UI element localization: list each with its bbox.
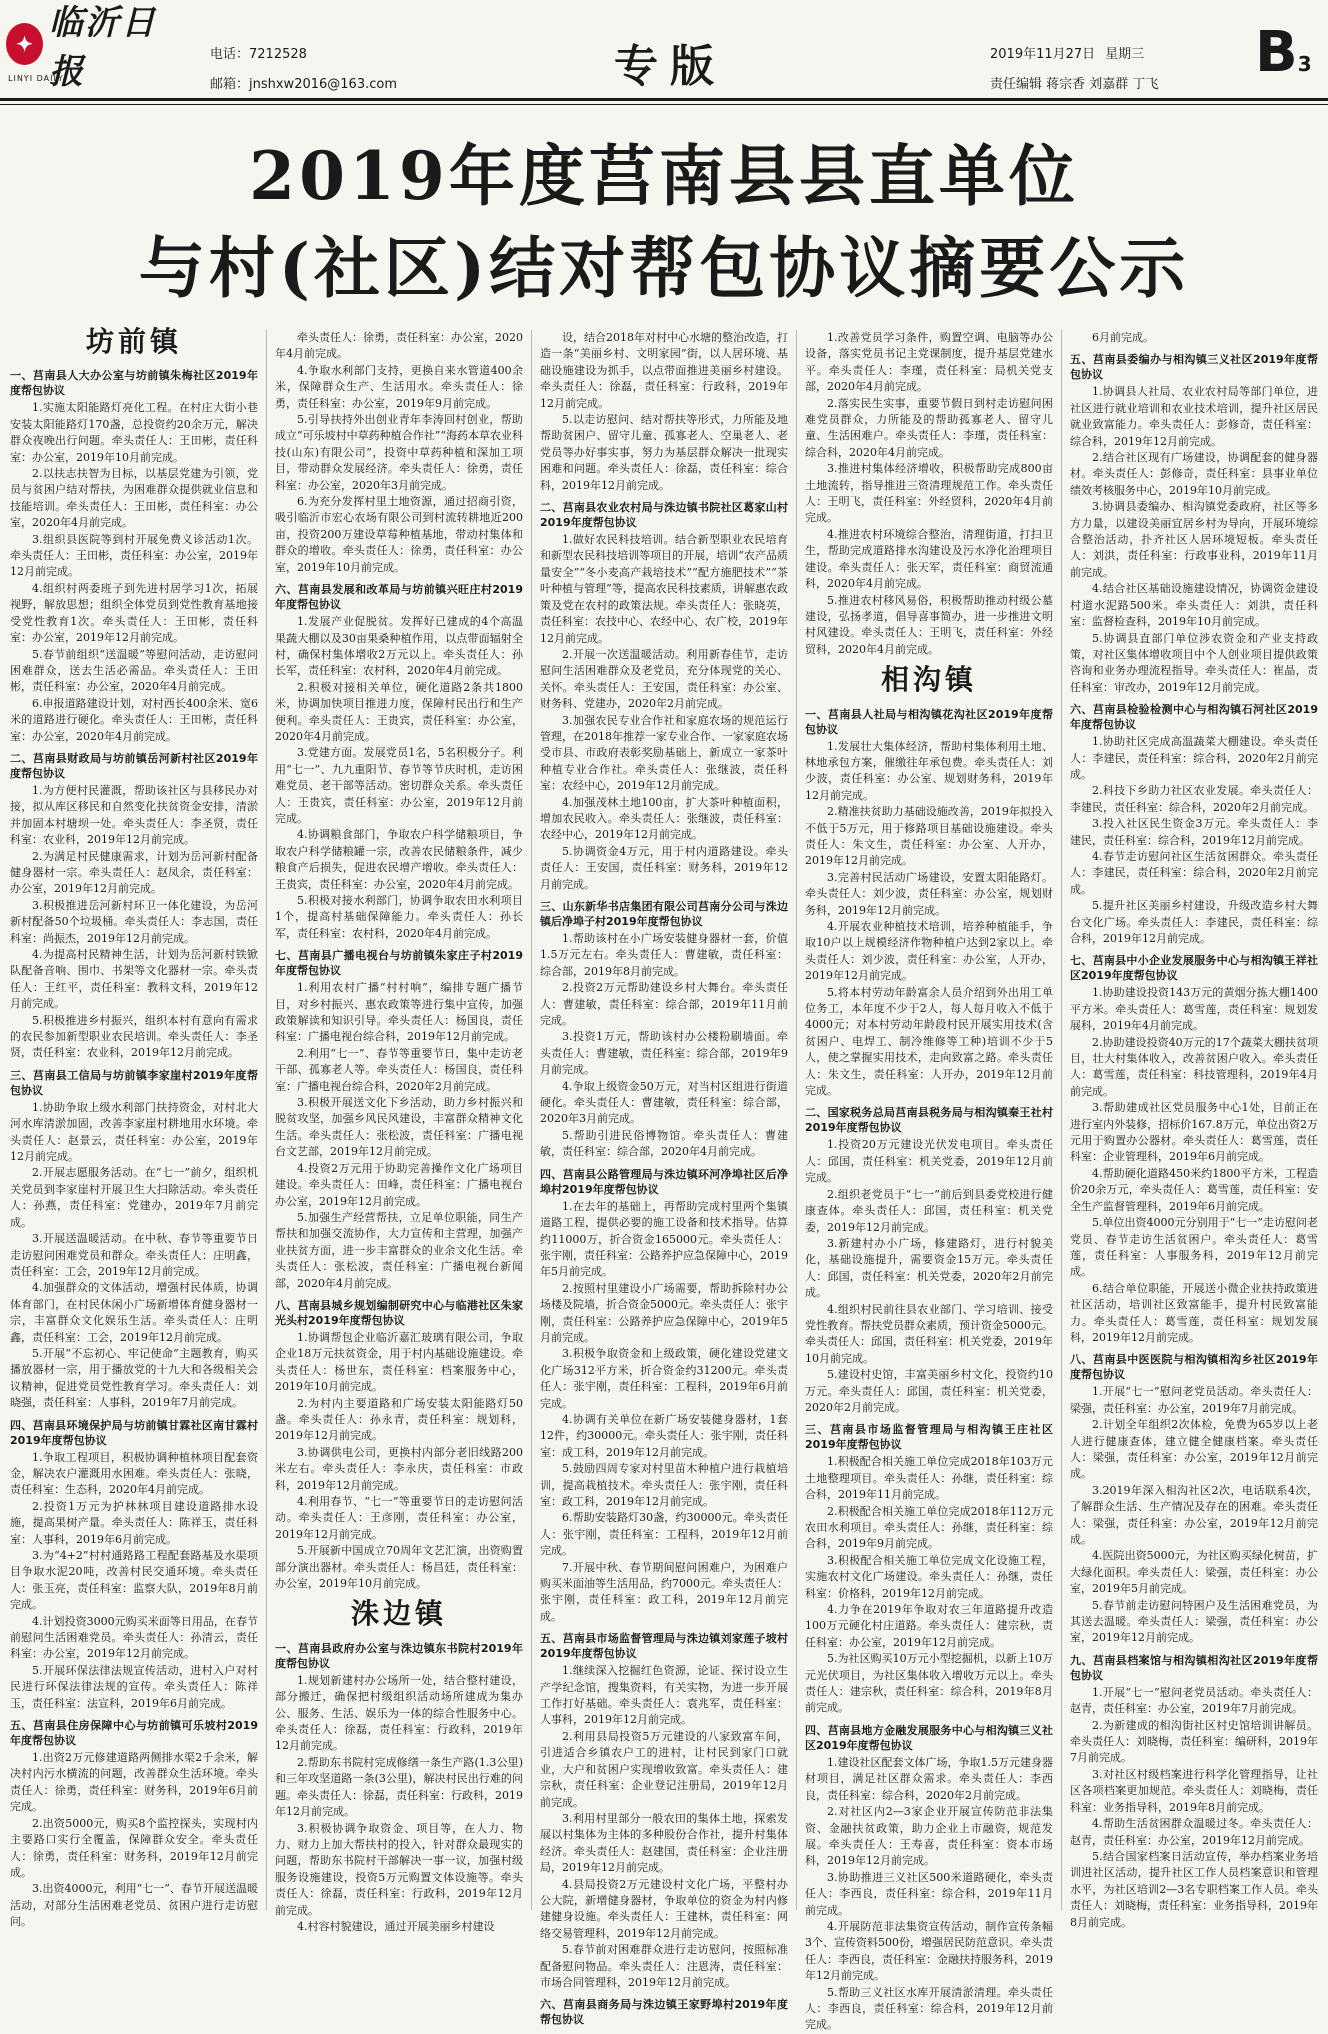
agreement-item: 5.春节前走访慰问特困户及生活困难党员，为其送去温暖。牵头责任人：梁强，责任科室：办公室，2019年12月前完成。 [1070, 1598, 1318, 1645]
agreement-item: 3.积极协调争取资金、项目等，在人力、物力、财力上加大帮扶村的投入，针对群众最现实的问题，帮助东书院村干部解决一事一议，加强村级服务设施建设，投资5万元购置文体设施等。牵头责任人：徐磊，责任科室：行政科，2019年12月前完成。 [275, 1821, 523, 1917]
agreement-item: 1.规划新建村办公场所一处，结合整村建设，部分搬迁，确保把村级组织活动场所建成为集办公、服务、生活、娱乐为一体的综合性服务中心。牵头责任人：徐磊，责任科室：行政科，2019年12月前完成。 [275, 1673, 523, 1753]
column-separator [796, 330, 797, 1910]
agreement-item: 5.建设村史馆，丰富美丽乡村文化，投资约10万元。牵头责任人：邱国，责任科室：机关党委，2020年2月前完成。 [805, 1368, 1053, 1414]
agreement-item: 2.为满足村民健康需求，计划为岳河新村配备健身器材一宗。牵头责任人：赵凤余，责任科室：办公室，2019年12月前完成。 [10, 849, 258, 896]
agreement-item: 2.投资2万元帮助建设乡村大舞台。牵头责任人：曹建敏，责任科室：综合部，2019年11月前完成。 [540, 981, 788, 1028]
agreement-item: 1.做好农民科技培训。结合新型职业农民培育和新型农民科技培训等项目的开展，培训“农产品质量安全”“冬小麦高产栽培技术”“配方施肥技术”“茶叶种植与管理”等，提高农民科技素质，讲解惠农政策及党在农村的政策法规。牵头责任人：张晓英，责任科室：农技中心、农经中心、农广校，2019年12月前完成。 [540, 533, 788, 645]
agreement-item: 3.为“4+2”村村通路路工程配套路基及水渠项目争取水泥20吨，改善村民交通环境。牵头责任人：张玉亮，责任科室：监察大队，2019年8月前完成。 [10, 1549, 258, 1612]
header-rule [0, 98, 1328, 101]
agreement-heading: 二、国家税务总局莒南县税务局与相沟镇秦王社村2019年度帮包协议 [805, 1106, 1053, 1135]
agreement-item: 3.推进村集体经济增收，积极帮助完成800亩土地流转，指导推进三资清理规范工作。牵头责任人：王明飞，责任科室：外经贸科，2020年4月前完成。 [805, 462, 1053, 525]
column-1 [10, 325, 258, 1929]
agreement-item: 4.推进农村环境综合整治，清理街道，打扫卫生，帮助完成道路排水沟建设及污水净化治理项目建设。牵头责任人：张天军，责任科室：商贸流通科，2020年4月前完成。 [805, 527, 1053, 591]
agreement-item: 1.帮助该村在小广场安装健身器材一套，价值1.5万元左右。牵头责任人：曹建敏，责任科室：综合部，2019年8月前完成。 [540, 932, 788, 978]
agreement-item: 7.开展中秋、春节期间慰问困难户，为困难户购买米面油等生活用品，约7000元。牵头责任人：张宇刚，责任科室：政工科，2019年12月前完成。 [540, 1560, 788, 1623]
agreement-item: 2.协助建设投资40万元的17个蔬菜大棚扶贫项目，壮大村集体收入，改善贫困户收入。牵头责任人：葛雪莲，责任科室：科技管理科，2019年4月前完成。 [1070, 1035, 1318, 1098]
agreement-item: 3.投入社区民生资金3万元。牵头责任人：李建民，责任科室：综合科，2019年12月前完成。 [1070, 817, 1318, 847]
email: 邮箱：jnshxw2016@163.com [210, 77, 397, 92]
agreement-item: 5.开展新中国成立70周年文艺汇演，出资购置部分演出器材。牵头责任人：杨昌廷，责任科室：办公室，2019年10月前完成。 [275, 1544, 523, 1591]
column-2 [275, 330, 523, 1933]
agreement-item: 5.帮助引进民俗博物馆。牵头责任人：曹建敏，责任科室：综合部，2020年4月前完成。 [540, 1128, 788, 1159]
logo-subtitle: LINYI DAILY [8, 74, 64, 83]
agreement-heading: 八、莒南县城乡规划编制研究中心与临港社区朱家光头村2019年度帮包协议 [275, 1298, 523, 1327]
agreement-item: 4.组织村两委班子到先进村居学习1次，拓展视野，解放思想；组织全体党员到党性教育基地接受党性教育1次。牵头责任人：王田彬，责任科室：办公室，2019年12月前完成。 [10, 581, 258, 645]
agreement-item: 2.以扶志扶智为目标，以基层党建为引领，党员与贫困户结对帮扶，为困难群众提供就业信息和技能培训。牵头责任人：王田彬，责任科室：办公室，2020年4月前完成。 [10, 467, 258, 530]
agreement-item: 4.争取水利部门支持，更换自来水管道400余米，保障群众生产、生活用水。牵头责任人：徐勇，责任科室：办公室，2019年9月前完成。 [275, 363, 523, 410]
agreement-item: 4.结合社区基础设施建设情况，协调资金建设村道水泥路500米。牵头责任人：刘洪，责任科室：监督检查科，2019年10月前完成。 [1070, 582, 1318, 629]
agreement-heading: 五、莒南县市场监督管理局与洙边镇刘家莲子坡村2019年度帮包协议 [540, 1632, 788, 1661]
agreement-item: 1.协助社区完成高温蔬菜大棚建设。牵头责任人：李建民，责任科室：综合科，2020年2月前完成。 [1070, 735, 1318, 781]
page-label [1255, 20, 1312, 85]
agreement-item: 2.组织老党员于“七一”前后到县委党校进行健康查体。牵头责任人：邱国，责任科室：机关党委，2019年12月前完成。 [805, 1187, 1053, 1234]
agreement-item: 3.完善村民活动广场建设，安置太阳能路灯。牵头责任人：刘少波，责任科室：办公室，规划财务科，2019年12月前完成。 [805, 870, 1053, 917]
agreement-item: 4.村容村貌建设，通过开展美丽乡村建设 [297, 1919, 495, 1933]
agreement-item: 1.出资2万元修建道路两侧排水渠2千余米，解决村内污水横流的问题，改善群众生活环境。牵头责任人：徐勇，责任科室：财务科，2019年6月前完成。 [10, 1751, 258, 1814]
agreement-item: 2.科技下乡助力社区农业发展。牵头责任人：李建民，责任科室：综合科，2020年2月前完成。 [1070, 784, 1318, 814]
agreement-item: 1.继续深入挖掘红色资源，论证、探讨设立生产学纪念馆，搜集资料，有关实物，为进一步开展工作打好基础。牵头责任人：袁兆军，责任科室：人事科，2019年12月前完成。 [540, 1664, 788, 1727]
agreement-item: 2.对社区内2—3家企业开展宣传防范非法集资、金融扶贫政策，助力企业上市融资，规范发展。牵头责任人：王寿喜，责任科室：资本市场科，2019年12月前完成。 [805, 1805, 1053, 1868]
agreement-item: 6.帮助安装路灯30盏，约30000元。牵头责任人：张宇刚，责任科室：工程科，2019年12月前完成。 [540, 1511, 788, 1558]
agreement-item: 5.积极推进乡村振兴，组织本村有意向有需求的农民参加新型职业农民培训。牵头责任人：李圣贤，责任科室：农业科，2019年12月前完成。 [10, 1013, 258, 1060]
agreement-item: 3.利用村里部分一般农田的集体土地，探索发展以村集体为主体的多种股份合作社，提升村集体经济。牵头责任人：赵建国，责任科室：企业注册局，2019年12月前完成。 [540, 1811, 788, 1875]
weekday: 星期三 [1105, 47, 1145, 62]
agreement-item: 2.开展志愿服务活动。在“七一”前夕，组织机关党员到李家崖村开展卫生大扫除活动。牵头责任人：孙燕，责任科室：党建办，2019年7月前完成。 [10, 1166, 258, 1229]
agreement-item: 1.开展“七一”慰问老党员活动。牵头责任人：梁强，责任科室：办公室，2019年7月前完成。 [1070, 1385, 1318, 1415]
agreement-heading: 七、莒南县中小企业发展服务中心与相沟镇王祥社区2019年度帮包协议 [1070, 954, 1318, 983]
agreement-item: 4.投资2万元用于协助完善操作文化广场项目建设。牵头责任人：田峰，责任科室：广播电视台办公室，2019年12月前完成。 [275, 1161, 523, 1208]
agreement-item: 2.积极对接相关单位，硬化道路2条共1800米，协调加快项目推进力度，保障村民出行和生产便利。牵头责任人：王贵宾，责任科室：办公室，2020年4月前完成。 [275, 680, 523, 743]
agreement-heading: 九、莒南县档案馆与相沟镇相沟社区2019年度帮包协议 [1070, 1653, 1318, 1682]
agreement-item: 5.积极对接水利部门，协调争取农田水利项目1个，提高村基础保障能力。牵头责任人：孙长军，责任科室：农村科，2020年4月前完成。 [275, 894, 523, 940]
agreement-item: 1.实施太阳能路灯亮化工程。在村庄大街小巷安装太阳能路灯170盏，总投资约20余万元，解决群众夜晚出行问题。牵头责任人：王田彬，责任科室：办公室，2019年10月前完成。 [10, 401, 258, 464]
agreement-item: 5.帮助三义社区水库开展清淤清理。牵头责任人：李西良，责任科室：综合科，2019年12月前完成。 [805, 1985, 1053, 2032]
agreement-item: 3.对社区村级档案进行科学化管理指导，让社区各项档案更加规范。牵头责任人：刘晓梅，责任科室：业务指导科，2019年8月前完成。 [1070, 1767, 1318, 1814]
town-heading: 洙边镇 [350, 1597, 447, 1631]
agreement-item: 3.加强农民专业合作社和家庭农场的规范运行管理，在2018年推荐一家专业合作、一家家庭农场受市县、市政府表彰奖励基础上，新成立一家茶叶种植专业合作社。牵头责任人：张继波，责任科室：农经中心，2019年12月前完成。 [540, 713, 788, 793]
logo-text: 临沂日报 [49, 3, 158, 92]
agreement-heading: 三、莒南县市场监督管理局与相沟镇王庄社区2019年度帮包协议 [805, 1423, 1053, 1452]
agreement-item: 5.提升社区美丽乡村建设，升级改造乡村大舞台文化广场。牵头责任人：李建民，责任科室：综合科，2019年12月前完成。 [1070, 899, 1318, 945]
agreement-item: 1.协调帮包企业临沂嘉汇玻璃有限公司，争取企业18万元扶贫资金，用于村内基础设施建设。牵头责任人：杨世东，责任科室：档案服务中心，2019年10月前完成。 [275, 1330, 523, 1394]
agreement-item: 4.力争在2019年争取对农三年道路提升改造100万元硬化村庄道路。牵头责任人：建宗秋，责任科室：办公室，2019年12月前完成。 [805, 1603, 1053, 1649]
agreement-item: 1.利用农村广播“村村响”，编排专题广播节目，对乡村振兴、惠农政策等进行集中宣传，加强政策解读和知识引导。牵头责任人：杨国良，责任科室：广播电视台综合科，2019年12月前完成。 [275, 981, 523, 1044]
agreement-item: 4.加强茂林土地100亩，扩大茶叶种植面积，增加农民收入。牵头责任人：张继波，责任科室：农经中心，2019年12月前完成。 [540, 795, 788, 842]
agreement-item: 3.投资1万元，帮助该村办公楼粉刷墙面。牵头责任人：曹建敏，责任科室：综合部，2019年9月前完成。 [540, 1030, 788, 1077]
agreement-item: 2.为村内主要道路和广场安装太阳能路灯50盏。牵头责任人：孙永青，责任科室：规划科，2019年12月前完成。 [275, 1396, 523, 1443]
agreement-item: 4.计划投资3000元购买米面等日用品，在春节前慰问生活困难党员。牵头责任人：孙清云，责任科室：办公室，2019年12月前完成。 [10, 1614, 258, 1661]
column-3 [540, 330, 788, 2027]
contact-info [210, 40, 397, 100]
agreement-heading: 一、莒南县人大办公室与坊前镇朱梅社区2019年度帮包协议 [10, 369, 258, 398]
header-rule-thin [0, 104, 1328, 105]
agreement-heading: 六、莒南县商务局与洙边镇王家野埠村2019年度帮包协议 [540, 1998, 788, 2027]
agreement-item: 1.积极配合相关施工单位完成2018年103万元土地整理项目。牵头责任人：孙继，责任科室：综合科，2019年11月前完成。 [805, 1455, 1053, 1502]
town-heading: 相沟镇 [880, 663, 977, 697]
agreement-item: 4.组织村民前往县农业部门、学习培训、接受党性教育。帮扶党员群众素质，预计资金5000元。牵头责任人：邱国，责任科室：机关党委，2019年10月前完成。 [805, 1302, 1053, 1365]
agreement-item: 设，结合2018年对村中心水塘的整治改造，打造一条“美丽乡村、文明家园”街，以人居环境、基础设施建设为抓手，以点带面推进美丽乡村建设。牵头责任人：徐磊，责任科室：行政科，2019年12月前完成。 [540, 331, 788, 410]
agreement-item: 4.县局投资2万元建设村文化广场，平整村办公大院，新增健身器材，争取单位的资金为村内修建健身设施。牵头责任人：王建林，责任科室：网络交易管理科，2019年12月前完成。 [540, 1877, 788, 1940]
agreement-item: 4.加强群众的文体活动，增强村民体质，协调体育部门，在村民休闲小广场新增体育健身器材一宗，丰富群众文化娱乐生活。牵头责任人：庄明鑫，责任科室：工会，2019年12月前完成。 [10, 1281, 258, 1344]
agreement-heading: 六、莒南县检验检测中心与相沟镇石河社区2019年度帮包协议 [1070, 703, 1318, 732]
agreement-item: 4.利用春节、“七一”等重要节日的走访慰问活动。牵头责任人：王彦刚，责任科室：办公室，2019年12月前完成。 [275, 1495, 523, 1541]
agreement-item: 1.协助争取上级水利部门扶持资金，对村北大河水库清淤加固，改善李家崖村耕地用水环境。牵头责任人：赵景云，责任科室：办公室，2019年12月前完成。 [10, 1100, 258, 1164]
agreement-heading: 三、山东新华书店集团有限公司莒南分公司与洙边镇后净埠子村2019年度帮包协议 [540, 900, 788, 928]
issue-date: 2019年11月27日 [990, 47, 1096, 62]
column-separator [531, 330, 532, 1910]
agreement-item: 5.春节前对困难群众进行走访慰问，按照标准配备慰问物品。牵头责任人：注恩涛，责任科室：市场合同管理科，2019年12月前完成。 [540, 1943, 788, 1989]
agreement-item: 4.为提高村民精神生活，计划为岳河新村铁锨队配备音响、围巾、书架等文化器材一宗。牵头责任人：王红平，责任科室：教科文科，2019年12月前完成。 [10, 948, 258, 1011]
agreement-item: 5.开展环保法律法规宣传活动，进村入户对村民进行环保法律法规的宣传。牵头责任人：陈祥玉，责任科室：法宣科，2019年6月前完成。 [10, 1663, 258, 1710]
agreement-item: 1.改善党员学习条件，购置空调、电脑等办公设备，落实党员书记主党课制度，提升基层党建水平。牵头责任人：李瑾，责任科室：局机关党支部，2020年4月前完成。 [805, 331, 1053, 394]
agreement-item: 1.为方便村民灌溉，帮助该社区与县移民办对接，拟从库区移民和自然变化扶贫资金安排，清淤并加固本村塘坝一处。牵头责任人：李圣贤，责任科室：农业科，2019年12月前完成。 [10, 783, 258, 847]
agreement-item: 5.以走访慰问、结对帮扶等形式，力所能及地帮助贫困户、留守儿童、孤寡老人、空巢老人、老党员等办好事实事，努力为基层群众解决一批现实困难和问题。牵头责任人：徐磊，责任科室：综合科，2019年12月前完成。 [540, 413, 788, 492]
agreement-item: 3.积极推进岳河新村环卫一体化建设，为岳河新村配备50个垃圾桶。牵头责任人：李志国，责任科室：尚振杰，2019年12月前完成。 [10, 898, 258, 945]
agreement-item: 4.帮助生活贫困群众温暖过冬。牵头责任人：赵青，责任科室：办公室，2019年12月前完成。 [1070, 1817, 1318, 1847]
agreement-item: 5.单位出资4000元分别用于“七一”走访慰问老党员、春节走访生活贫困户。牵头责任人：葛雪莲，责任科室：人事服务科，2019年12月前完成。 [1070, 1216, 1318, 1279]
article-columns [10, 325, 1320, 2032]
agreement-item: 3.开展送温暖活动。在中秋、春节等重要节日走访慰问困难党员和群众。牵头责任人：庄明鑫，责任科室：工会，2019年12月前完成。 [10, 1232, 258, 1278]
agreement-item: 5.结合国家档案日活动宣传，举办档案业务培训进社区活动，提升社区工作人员档案意识和管理水平，为社区培训2—3名专职档案工作人员。牵头责任人：刘晓梅，责任科室：业务指导科，2019年8月前完成。 [1070, 1849, 1318, 1929]
agreement-item: 4.争取上级资金50万元，对当村区组进行街道硬化。牵头责任人：曹建敏，责任科室：综合部，2020年3月前完成。 [540, 1079, 788, 1126]
agreement-item: 2.为新建成的相沟街社区村史馆培训讲解员。牵头责任人：刘晓梅，责任科室：编研科，2019年7月前完成。 [1070, 1718, 1318, 1765]
column-4 [805, 330, 1053, 2032]
agreement-item: 1.协调县人社局、农业农村局等部门单位，进社区进行就业培训和农业技术培训，提升社区居民就业致富能力。牵头责任人：彭修奇，责任科室：综合科，2019年12月前完成。 [1070, 385, 1318, 448]
agreement-item: 5.加强生产经营帮扶，立足单位职能，同生产帮扶和加强交流协作，大力宣传和主营理，加强产业扶贫方面，进一步丰富群众的业余文化生活。牵头责任人：张松波，责任科室：广播电视台新闻部，2020年4月前完成。 [275, 1210, 523, 1290]
agreement-item: 2.出资5000元，购买8个监控探头，实现村内主要路口实行全覆盖，保障群众安全。牵头责任人：徐勇，责任科室：财务科，2019年12月前完成。 [10, 1816, 258, 1879]
agreement-item: 1.开展“七一”慰问老党员活动。牵头责任人：赵青，责任科室：办公室，2019年7月前完成。 [1070, 1685, 1318, 1716]
editors: 责任编辑 蒋宗香 刘嘉群 丁飞 [990, 77, 1159, 92]
agreement-item: 3.协助推进三义社区500米道路硬化，牵头责任人：李西良，责任科室：综合科，2019年11月前完成。 [805, 1870, 1053, 1917]
logo-emblem-icon: ✦ [6, 23, 43, 65]
agreement-heading: 五、莒南县委编办与相沟镇三义社区2019年度帮包协议 [1070, 353, 1318, 382]
agreement-item: 2.利用县局投资5万元建设的八家致富车间，引进适合乡镇农户工的进村，让村民到家门口就业，大户和贫困户实现增收致富。牵头责任人：建宗秋，责任科室：企业登记注册局，2019年12月前完成。 [540, 1729, 788, 1809]
column-separator [1061, 330, 1062, 1910]
agreement-item: 3.组织县医院等到村开展免费义诊活动1次。牵头责任人：王田彬，责任科室：办公室，2019年12月前完成。 [10, 532, 258, 579]
agreement-item: 5.引导扶持外出创业青年李涛回村创业，帮助成立“可乐坡村中草药种植合作社”“海药本草农业科技(山东)有限公司”，投资中草药种植和深加工项目，带动群众发展经济。牵头责任人：徐勇，责任科室：办公室，2020年3月前完成。 [275, 413, 523, 492]
agreement-item: 4.开展农业种植技术培训，培养种植能手，争取10户以上规模经济作物种植户达到2家以上。牵头责任人：刘少波，责任科室：办公室，人开办，2019年12月前完成。 [805, 920, 1053, 983]
masthead [0, 0, 1328, 100]
agreement-item: 3.帮助建成社区党员服务中心1处，目前正在进行室内外装修，招标价167.8万元，单位出资2万元用于购置办公器材。牵头责任人：葛雪莲，责任科室：企业管理科，2019年6月前完成。 [1070, 1101, 1318, 1164]
date-info [990, 40, 1158, 100]
agreement-item: 2.帮助东书院村完成修缮一条生产路(1.3公里)和三年攻坚道路一条(3公里)，解决村民出行难的问题。牵头责任人：徐磊，责任科室：行政科，2019年12月前完成。 [275, 1755, 523, 1819]
main-headline [0, 130, 1328, 314]
agreement-item: 5.开展“不忘初心、牢记使命”主题教育，购买播放器材一宗，用于播放党的十九大和各级相关会议精神，促进党员党性教育学习。牵头责任人：刘晓强，责任科室：人事科，2019年7月前完成。 [10, 1346, 258, 1410]
agreement-heading: 四、莒南县公路管理局与洙边镇环河净埠社区后净埠村2019年度帮包协议 [540, 1167, 788, 1196]
section-title: 专版 [614, 41, 726, 92]
agreement-item: 3.积极开展送文化下乡活动，助力乡村振兴和脱贫攻坚，加强乡风民风建设，丰富群众精神文化生活。牵头责任人：张松波，责任科室：广播电视台文艺部，2019年12月前完成。 [275, 1096, 523, 1159]
agreement-heading: 四、莒南县环境保护局与坊前镇甘霖社区南甘霖村2019年度帮包协议 [10, 1418, 258, 1447]
agreement-item: 1.发展壮大集体经济，帮助村集体利用土地、林地承包方案，催缴往年承包费。牵头责任人：刘少波，责任科室：办公室、规划财务科，2019年12月前完成。 [805, 739, 1053, 802]
agreement-item: 2.结合社区现有广场建设，协调配套的健身器材。牵头责任人：彭修奇，责任科室：县事业单位绩效考核服务中心，2019年10月前完成。 [1070, 451, 1318, 497]
agreement-item: 1.在去年的基础上，再帮助完成村里两个集镇道路工程，提供必要的施工设备和技术指导。估算约11000万，折合资金165000元。牵头责任人：张宇刚，责任科室：公路养护应急保障中心，2019年5月前完成。 [540, 1199, 788, 1279]
agreement-item: 1.建设社区配套文体广场，争取1.5万元建身器材项目，满足社区群众需求。牵头责任人：李西良，责任科室：综合科，2020年2月前完成。 [805, 1755, 1053, 1802]
agreement-item: 4.协调有关单位在新广场安装健身器材，1套12件，约30000元。牵头责任人：张宇刚，责任科室：成工科，2019年12月前完成。 [540, 1412, 788, 1459]
agreement-item: 2.计划全年组织2次体检，免费为65岁以上老人进行健康查体，建立健全健康档案。牵头责任人：梁强，责任科室：办公室，2019年12月前完成。 [1070, 1418, 1318, 1481]
agreement-item: 5.鼓励四周专家对村里苗木种植户进行栽植培训，提高栽植技术。牵头责任人：张宇刚，责任科室：政工科，2019年12月前完成。 [540, 1462, 788, 1508]
agreement-item: 2.开展一次送温暖活动。利用新春佳节，走访慰问生活困难群众及老党员，充分体现党的关心、关怀。牵头责任人：王安国，责任科室：办公室、财务科、党建办，2020年2月前完成。 [540, 647, 788, 711]
agreement-item: 4.开展防范非法集资宣传活动，制作宣传条幅3个、宣传资料500份，增强居民防范意识。牵头责任人：李西良，责任科室：金融扶持服务科，2019年12月前完成。 [805, 1919, 1053, 1983]
agreement-heading: 五、莒南县住房保障中心与坊前镇可乐坡村2019年度帮包协议 [10, 1719, 258, 1748]
agreement-item: 1.协助建设投资143万元的黄烟分拣大棚1400平方米。牵头责任人：葛雪莲，责任科室：规划发展科，2019年4月前完成。 [1070, 986, 1318, 1033]
agreement-item: 6.结合单位职能，开展送小微企业扶持政策进社区活动，培训社区致富能手，提升村民致富能力。牵头责任人：葛雪莲，责任科室：规划发展科，2019年12月前完成。 [1070, 1281, 1318, 1344]
agreement-heading: 一、莒南县政府办公室与洙边镇东书院村2019年度帮包协议 [275, 1641, 523, 1670]
agreement-item: 2.积极配合相关施工单位完成2018年112万元农田水利项目。牵头责任人：孙继，责任科室：综合科，2019年9月前完成。 [805, 1504, 1053, 1551]
agreement-item: 6月前完成。 [1092, 331, 1154, 344]
agreement-heading: 六、莒南县发展和改革局与坊前镇兴旺庄村2019年度帮包协议 [275, 583, 523, 612]
agreement-item: 4.医院出资5000元，为社区购买绿化树苗，扩大绿化面积。牵头责任人：梁强，责任科室：办公室，2019年5月前完成。 [1070, 1549, 1318, 1596]
agreement-item: 2.精准扶贫助力基础设施改善，2019年拟投入不低于5万元，用于修路项目基础设施建设。牵头责任人：朱文生，责任科室：办公室、人开办，2019年12月前完成。 [805, 805, 1053, 868]
agreement-item: 5.春节前组织“送温暖”等慰问活动，走访慰问困难群众，送去生活必需品。牵头责任人：王田彬，责任科室：办公室，2020年4月前完成。 [10, 647, 258, 694]
agreement-item: 2.落实民生实事，重要节假日到村走访慰问困难党员群众，力所能及的帮助孤寡老人、留守儿童、生活困难户。牵头责任人：李瑾，责任科室：综合科，2020年4月前完成。 [805, 396, 1053, 459]
agreement-item: 2.利用“七一”、春节等重要节日，集中走访老干部、孤寡老人等。牵头责任人：杨国良，责任科室：广播电视台综合科，2020年2月前完成。 [275, 1046, 523, 1093]
agreement-item: 5.将本村劳动年龄富余人员介绍到外出用工单位务工，本年度不少于2人，每人每月收入不低于4000元；对本村劳动年龄段村民开展实用技术(含贫困户、电焊工、制冷维修等工种)培训不少于5人，使之掌握实用技术，走向致富之路。牵头责任人：朱文生，责任科室：人开办，2019年12月前完成。 [805, 985, 1053, 1098]
agreement-item: 3.2019年深入相沟社区2次，电话联系4次，了解群众生活、生产情况及存在的困难。牵头责任人：梁强，责任科室：办公室，2019年12月前完成。 [1070, 1483, 1318, 1546]
agreement-item: 3.出资4000元，利用“七一”、春节开展送温暖活动，对部分生活困难老党员、贫困户进行走访慰问。 [10, 1882, 258, 1929]
agreement-heading: 七、莒南县广播电视台与坊前镇朱家庄子村2019年度帮包协议 [275, 949, 523, 978]
agreement-item: 5.协调县直部门单位涉农资金和产业支持政策，对社区集体增收项目中个人创业项目提供政策咨询和业务办理流程指导。牵头责任人：崔晶，责任科室：审改办，2019年12月前完成。 [1070, 631, 1318, 694]
agreement-heading: 一、莒南县人社局与相沟镇花沟社区2019年度帮包协议 [805, 707, 1053, 736]
agreement-heading: 八、莒南县中医医院与相沟镇相沟乡社区2019年度帮包协议 [1070, 1353, 1318, 1382]
agreement-item: 2.投资1万元为护林林项目建设道路排水设施，提高果树产量。牵头责任人：陈祥玉，责任科室：人事科，2019年6月前完成。 [10, 1499, 258, 1546]
column-5 [1070, 330, 1318, 1929]
agreement-item: 3.协调供电公司，更换村内部分老旧线路200米左右。牵头责任人：李永庆，责任科室：市政科，2019年12月前完成。 [275, 1445, 523, 1492]
agreement-item: 3.协调县委编办、相沟镇党委政府，社区等多方力量，以建设美丽宜居乡村为导向，开展环境综合整治活动，扑齐社区人居环境短板。牵头责任人：刘洪，责任科室：行政事业科，2019年11月前完成。 [1070, 500, 1318, 579]
agreement-heading: 四、莒南县地方金融发展服务中心与相沟镇三义社区2019年度帮包协议 [805, 1723, 1053, 1752]
agreement-item: 3.积极争取资金和上级政策，硬化建设党建文化广场312平方米，折合资金约31200元。牵头责任人：张宇刚，责任科室：工程科，2019年6月前完成。 [540, 1347, 788, 1410]
agreement-item: 3.新建村办小广场，修建路灯，进行村貌美化，基础设施提升，需要资金15万元。牵头责任人：邱国，责任科室：机关党委，2020年2月前完成。 [805, 1236, 1053, 1300]
column-separator [266, 330, 267, 1910]
agreement-item: 4.帮助硬化道路450米约1800平方米，工程造价20余万元，牵头责任人：葛雪莲，责任科室：安全生产监督管理科，2019年6月前完成。 [1070, 1166, 1318, 1213]
town-heading: 坊前镇 [85, 325, 182, 358]
agreement-item: 5.协调资金4万元，用于村内道路建设。牵头责任人：王安国，责任科室：财务科，2019年12月前完成。 [540, 844, 788, 891]
agreement-item: 3.积极配合相关施工单位完成文化设施工程，实施农村文化广场建设。牵头责任人：孙继，责任科室：价格科，2019年12月前完成。 [805, 1553, 1053, 1600]
agreement-item: 牵头责任人：徐勇，责任科室：办公室，2020年4月前完成。 [275, 331, 523, 361]
agreement-heading: 三、莒南县工信局与坊前镇李家崖村2019年度帮包协议 [10, 1068, 258, 1097]
page-number: 3 [1297, 52, 1312, 76]
agreement-item: 4.协调粮食部门，争取农户科学储粮项目，争取农户科学储粮罐一宗，改善农民储粮条件，减少粮食产后损失，促进农民增产增收。牵头责任人：王贵宾，责任科室：办公室，2020年4月前完成。 [275, 828, 523, 891]
agreement-heading: 二、莒南县财政局与坊前镇岳河新村社区2019年度帮包协议 [10, 751, 258, 780]
headline-line-2: 与村(社区)结对帮包协议摘要公示 [138, 229, 1190, 307]
agreement-item: 5.推进农村移风易俗，积极帮助推动村级公墓建设，弘扬孝道，倡导喜事简办，进一步推进文明村风建设。牵头责任人：王明飞，责任科室：外经贸科，2020年4月前完成。 [805, 593, 1053, 656]
headline-line-1: 2019年度莒南县县直单位 [249, 137, 1079, 215]
agreement-item: 1.投资20万元建设光伏发电项目。牵头责任人：邱国，责任科室：机关党委，2019年12月前完成。 [805, 1138, 1053, 1185]
agreement-heading: 二、莒南县农业农村局与洙边镇书院社区葛家山村2019年度帮包协议 [540, 501, 788, 530]
agreement-item: 2.按照村里建设小广场需要，帮助拆除村办公场楼及院墙，折合资金5000元。牵头责任人：张宇刚，责任科室：公路养护应急保障中心，2019年5月前完成。 [540, 1281, 788, 1344]
agreement-item: 1.争取工程项目，积极协调种植林项目配套资金，解决农户灌溉用水困难。牵头责任人：张晓，责任科室：生态科，2020年4月前完成。 [10, 1450, 258, 1497]
agreement-item: 6.为充分发挥村里土地资源，通过招商引资，吸引临沂市宏心农场有限公司到村流转耕地近200亩，投资200万建设草莓种植基地，带动村集体和群众的增收。牵头责任人：徐勇，责任科室：办公室，2019年10月前完成。 [275, 495, 523, 574]
page-letter: B [1255, 20, 1298, 85]
agreement-item: 1.发展产业促脱贫。发挥好已建成的4个高温果蔬大棚以及30亩果桑种植作用，以点带面辐射全村，确保村集体增收2万元以上。牵头责任人：孙长军，责任科室：农村科，2020年4月前完成。 [275, 615, 523, 678]
agreement-item: 5.为社区购买10万元小型挖掘机，以新上10万元光伏项目，为社区集体收入增收万元以上。牵头责任人：建宗秋，责任科室：综合科，2019年8月前完成。 [805, 1652, 1053, 1715]
agreement-item: 4.春节走访慰问社区生活贫困群众。牵头责任人：李建民，责任科室：综合科，2020年2月前完成。 [1070, 849, 1318, 896]
agreement-item: 6.申报道路建设计划，对村西长400余米、宽6米的道路进行硬化。牵头责任人：王田彬，责任科室：办公室，2020年4月前完成。 [10, 696, 258, 743]
phone: 电话：7212528 [210, 47, 307, 62]
agreement-item: 3.党建方面。发展党员1名，5名积极分子。利用“七一”、九九重阳节、春节等节庆时机，走访困难党员、老干部等活动。密切群众关系。牵头责任人：王贵宾，责任科室：办公室，2019年12月前完成。 [275, 746, 523, 825]
